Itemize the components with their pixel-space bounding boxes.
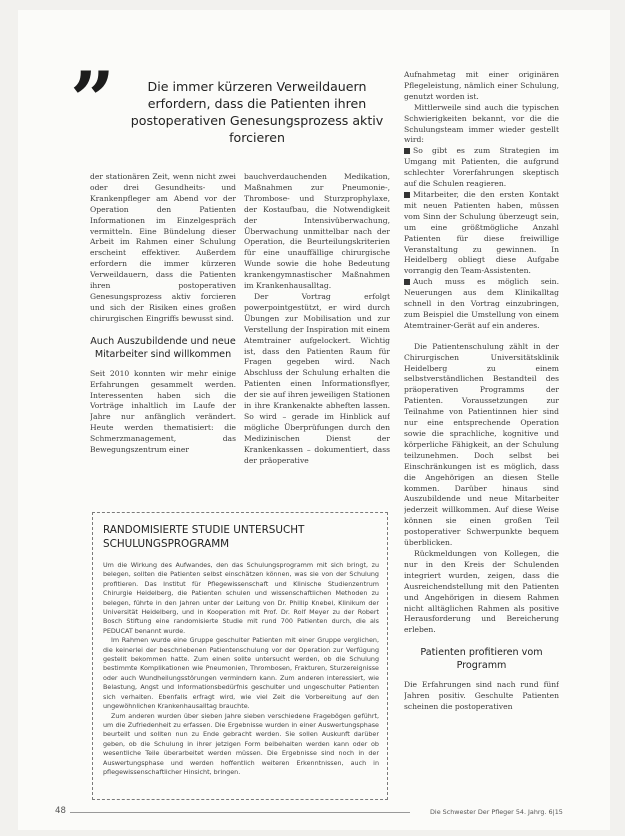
- bullet-item: [404, 146, 559, 190]
- text-column-2: [244, 172, 390, 492]
- paragraph: Seit 2010 konnten wir mehr einige Erfahrungen gesammelt werden. Interessenten haben sich die Vorträge inhaltlich im Laufe der Jahre nur anfänglich verändert. Heute werden thematisiert: die Schmerzmanagement, das Bewegungszentrum einer: [90, 368, 236, 455]
- bullet-text: So gibt es zum Strategien im Umgang mit Patienten, die aufgrund schlechter Vorerfahrungen skeptisch auf die Schulen reagieren.: [404, 146, 559, 189]
- paragraph: Der Vortrag erfolgt powerpointgestützt, er wird durch Übungen zur Mobilisation und zur Verstellung der Inspiration mit einem Atemtrainer aufgelockert. Wichtig ist, dass den Patienten Raum für Fragen gegeben wird. Nach Abschluss der Schulung erhalten die Patienten einen Informationsflyer, der sie auf ihren jeweiligen Stationen in ihre Krankenakte abheften lassen. So wird – gerade im Hinblick auf mögliche Überprüfungen durch den Medizinischen Dienst der Krankenkassen – dokumentiert, dass der präoperative: [244, 291, 390, 465]
- magazine-footer: Die Schwester Der Pfleger 54. Jahrg. 6|15: [430, 808, 563, 816]
- bullet-text: Auch muss es möglich sein. Neuerungen aus dem Klinikalltag schnell in den Vortrag einzubringen, zum Beispiel die Umstellung von einem Atemtrainer-Gerät auf ein anderes.: [404, 277, 559, 330]
- box-title: RANDOMISIERTE STUDIE UNTERSUCHT SCHULUNGSPROGRAMM: [103, 524, 305, 550]
- section-subheading: Patienten profitieren vom Programm: [420, 647, 543, 672]
- paragraph: Rückmeldungen von Kollegen, die nur in den Kreis der Schulenden integriert wurden, zeigen, dass die Ausreichendstellung mit den Patienten und Angehörigen in diesem Rahmen nicht alltäglichen Rahmen als positive Herausforderung und Bereicherung erleben.: [404, 548, 559, 635]
- section-subheading: Auch Auszubildende und neue Mitarbeiter sind willkommen: [90, 335, 236, 360]
- quote-mark-icon: ”: [70, 55, 115, 146]
- paragraph: Mittlerweile sind auch die typischen Schwierigkeiten bekannt, vor die die Schulungsteam immer wieder gestellt wird:: [404, 102, 559, 145]
- study-info-box: [92, 512, 388, 800]
- pull-quote: Die immer kürzeren Verweildauern erfordern, dass die Patienten ihren postoperativen Genesungsprozess aktiv forcieren: [130, 79, 384, 145]
- box-body: [103, 561, 379, 791]
- paragraph: Aufnahmetag mit einer originären Pflegeleistung, nämlich einer Schulung, genutzt worden ist.: [404, 70, 559, 101]
- bullet-item: [404, 277, 559, 332]
- text-column-3: [404, 70, 559, 830]
- paragraph: bauchverdauchenden Medikation, Maßnahmen zur Pneumonie-, Thrombose- und Sturzprophylaxe, der Kostaufbau, die Notwendigkeit der Intensivüberwachung, Überwachung unmittelbar nach der Operation, die Beurteilungskriterien für eine unauffällige chirurgische Wunde sowie die hohe Bedeutung krankengymnastischer Maßnahmen im Krankenhausalltag.: [244, 172, 390, 291]
- paragraph: Um die Wirkung des Aufwandes, den das Schulungsprogramm mit sich bringt, zu belegen, sollten die Patienten selbst einschätzen können, was sie von der Schulung profitieren. Das Institut für Pflegewissenschaft und Klinische Studienzentrum Chirurgie Heidelberg, die Patienten schulen und wissenschaftlichen Methoden zu belegen, führte in den Jahren unter der Leitung von Dr. Phillip Knebel, Klinikum der Universität Heidelberg, und in Kooperation mit Prof. Dr. Rolf Meyer zu der Robert Bosch Stiftung eine randomisierte Studie mit rund 700 Patienten durch, die als PEDUCAT benannt wurde.: [103, 561, 379, 635]
- page-number: 48: [55, 806, 66, 816]
- footer-divider: [70, 812, 410, 813]
- paragraph: Die Patientenschulung zählt in der Chirurgischen Universitätsklinik Heidelberg zu einem selbstverständlichen Bestandteil des präoperativen Programms der Patienten. Voraussetzungen zur Teilnahme von Patientinnen hier sind nur eine entsprechende Operation sowie die sprachliche, kognitive und körperliche Fähigkeit, an der Schulung teilzunehmen. Doch selbst bei Einschränkungen ist es möglich, dass die Angehörigen an diesen Stelle kommen. Darüber hinaus sind Auszubildende und neue Mitarbeiter jederzeit willkommen. Auf diese Weise können sie einen großen Teil postoperativer Schwerpunkte bequem überblicken.: [404, 341, 559, 548]
- paragraph: Die Erfahrungen sind nach rund fünf Jahren positiv. Geschulte Patienten scheinen die postoperativen: [404, 680, 559, 712]
- text-column-1: [90, 172, 236, 502]
- bullet-item: [404, 190, 559, 277]
- paragraph: Zum anderen wurden über sieben Jahre sieben verschiedene Fragebögen geführt, um die Zufriedenheit zu erfassen. Die Ergebnisse wurden in einer Auswertungsphase beurteilt und sollten nun zu Ende gebracht werden. Sie sollen Auskunft darüber geben, ob die Schulung in ihrer jetzigen Form beibehalten werden kann oder ob wesentliche Teile überarbeitet werden müssen. Die Ergebnisse sind noch in der Auswertungsphase und werden hoffentlich weiteren Erkenntnissen, auch in pflegewissenschaftlicher Hinsicht, bringen.: [103, 711, 379, 776]
- bullet-text: Mitarbeiter, die den ersten Kontakt mit neuen Patienten haben, müssen vom Sinn der Schulung überzeugt sein, um eine größtmögliche Anzahl Patienten für diese freiwillige Veranstaltung zu gewinnen. In Heidelberg obliegt diese Aufgabe vorrangig den Team-Assistenten.: [404, 189, 559, 276]
- bullet-icon: [404, 192, 410, 198]
- bullet-icon: [404, 279, 410, 285]
- paragraph: Im Rahmen wurde eine Gruppe geschulter Patienten mit einer Gruppe verglichen, die keinerlei der beschriebenen Patientenschulung vor der Operation zur Verfügung gestellt bekommen hatte. Zum einen sollte untersucht werden, ob die Schulung bestimmte Komplikationen wie Pneumonien, Thrombosen, Frakturen, Sturzereignisse oder auch Wundheilungsstörungen vermindern kann. Zum anderen interessiert, wie Belastung, Angst und Informationsbedürfnis geschulter und ungeschulter Patienten sich verhalten. Ebenfalls erfragt wird, wie viel Zeit die Vorbereitung auf den ungewöhnlichen Krankenhausalltag brauchte.: [103, 636, 379, 711]
- bullet-icon: [404, 148, 410, 154]
- paragraph: der stationären Zeit, wenn nicht zwei oder drei Gesundheits- und Krankenpfleger am Abend vor der Operation den Patienten Informationen im Einzelgespräch vermitteln. Eine Bündelung dieser Arbeit im Rahmen einer Schulung erscheint effektiver. Außerdem erfordern die immer kürzeren Verweildauern, dass die Patienten ihren postoperativen Genesungsprozess aktiv forcieren und sich der Risiken eines großen chirurgischen Eingriffs bewusst sind.: [90, 172, 236, 323]
